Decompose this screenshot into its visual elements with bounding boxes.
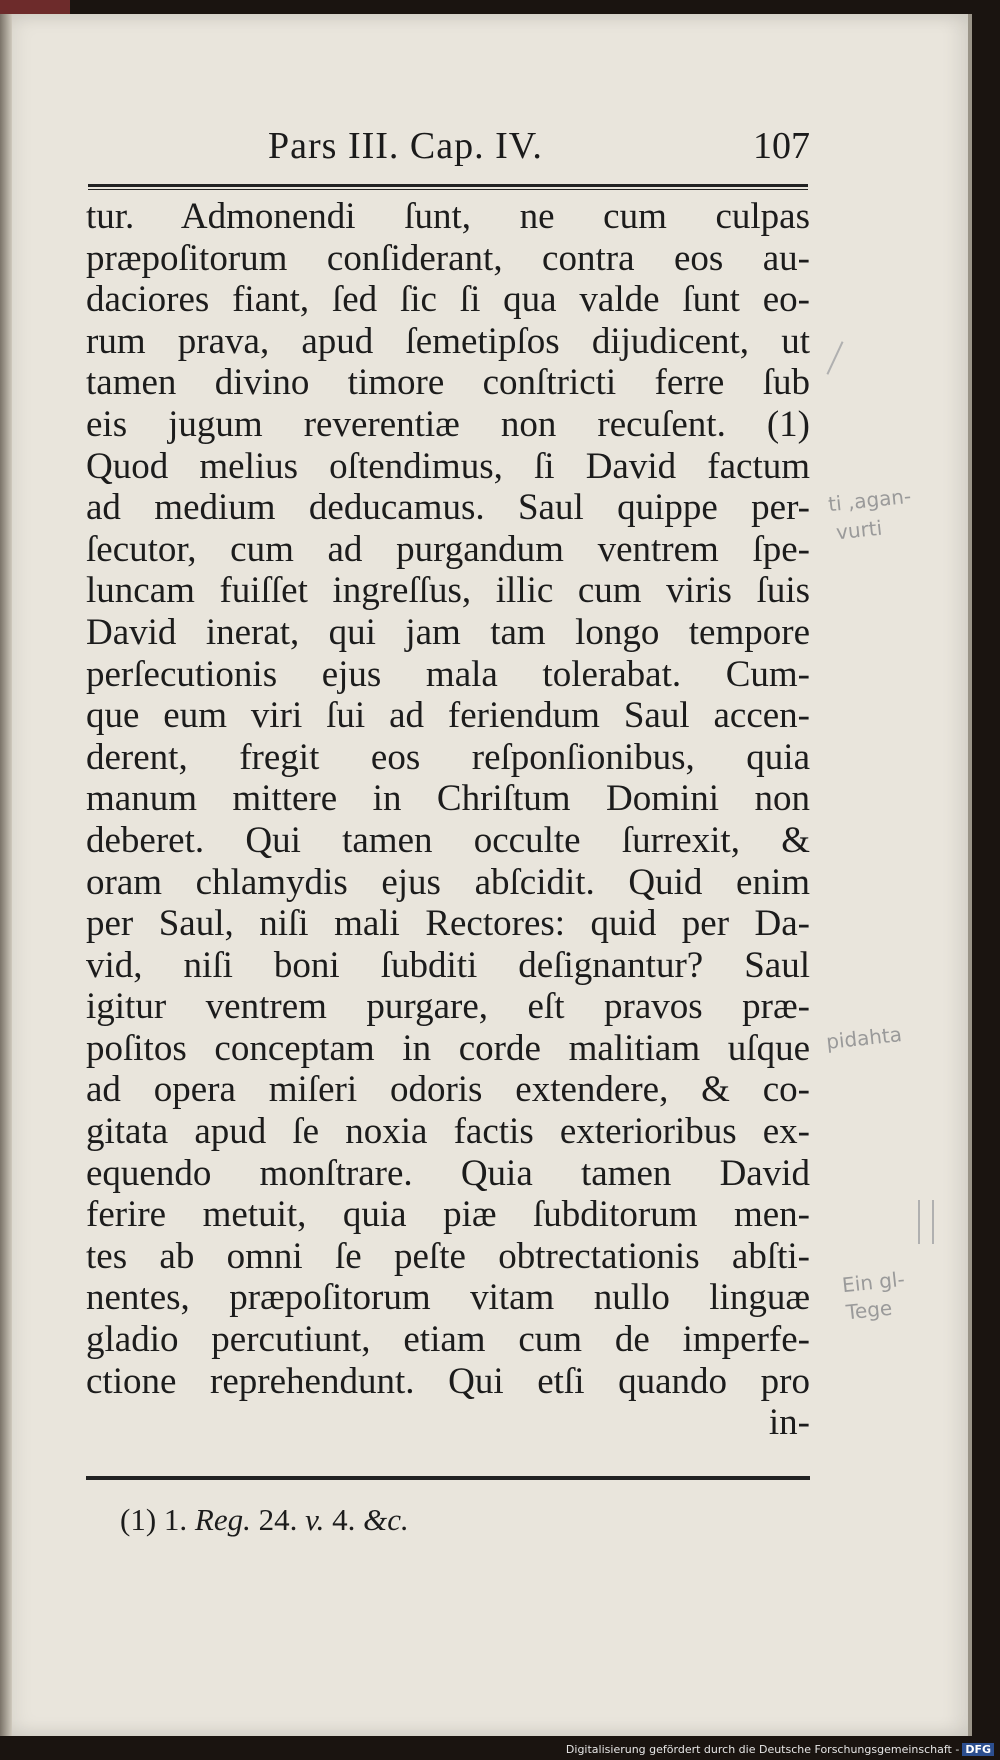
text-line: tur. Admonendi ſunt, ne cum culpas <box>86 196 810 237</box>
footnote-ref: v. <box>305 1502 325 1537</box>
pencil-mark <box>918 1200 920 1244</box>
text-line: Quod melius oſtendimus, ſi David factum <box>86 445 810 487</box>
footnote-text: 4. <box>332 1502 356 1537</box>
text-line: David inerat, qui jam tam longo tempore <box>86 611 810 653</box>
running-title: Pars III. Cap. IV. <box>268 125 543 167</box>
text-line: ad opera miſeri odoris extendere, & co- <box>86 1069 810 1111</box>
page-number: 107 <box>753 125 810 167</box>
body-text <box>86 196 810 1444</box>
text-line: per Saul, niſi mali Rectores: quid per Da- <box>86 903 810 945</box>
text-line: eis jugum reverentiæ non recuſent. (1) <box>86 403 810 445</box>
text-line: equendo monſtrare. Quia tamen David <box>86 1152 810 1194</box>
text-line: ctione reprehendunt. Qui etſi quando pro <box>86 1360 810 1402</box>
page-gutter <box>0 14 12 1736</box>
text-line: vid, niſi boni ſubditi deſignantur? Saul <box>86 944 810 986</box>
text-line: nentes, præpoſitorum vitam nullo linguæ <box>86 1277 810 1319</box>
digitization-credit <box>566 1743 994 1756</box>
footnote <box>120 1502 409 1538</box>
text-line: deberet. Qui tamen occulte ſurrexit, & <box>86 819 810 861</box>
handwritten-note: Tege <box>844 1295 894 1325</box>
running-header <box>84 124 810 176</box>
text-line: derent, fregit eos reſponſionibus, quia <box>86 736 810 778</box>
dfg-logo: DFG <box>962 1743 994 1756</box>
text-line: perſecutionis ejus mala tolerabat. Cum- <box>86 653 810 695</box>
pencil-mark <box>932 1200 934 1244</box>
text-line: gitata apud ſe noxia factis exterioribus ex- <box>86 1111 810 1153</box>
text-line: oram chlamydis ejus abſcidit. Quid enim <box>86 861 810 903</box>
text-line: rum prava, apud ſemetipſos dijudicent, ut <box>86 320 810 362</box>
footnote-ref: &c. <box>363 1502 409 1537</box>
footnote-ref: Reg. <box>194 1502 251 1537</box>
text-line: gladio percutiunt, etiam cum de imperfe- <box>86 1319 810 1361</box>
text-line: poſitos conceptam in corde malitiam uſque <box>86 1027 810 1069</box>
text-line: tes ab omni ſe peſte obtrectationis abſti- <box>86 1235 810 1277</box>
text-line: in- <box>768 1402 810 1444</box>
handwritten-note: Ein gl- <box>840 1266 906 1298</box>
text-line: ſecutor, cum ad purgandum ventrem ſpe- <box>86 528 810 570</box>
credit-text: Digitalisierung gefördert durch die Deutsche Forschungsgemeinschaft - <box>565 1743 960 1756</box>
text-line: præpoſitorum conſiderant, contra eos au- <box>86 237 810 279</box>
text-line: ferire metuit, quia piæ ſubditorum men- <box>86 1194 810 1236</box>
handwritten-note: pidahta <box>824 1022 904 1054</box>
text-line: luncam fuiſſet ingreſſus, illic cum viris ſuis <box>86 570 810 612</box>
handwritten-note: vurti <box>834 515 884 545</box>
header-rule <box>88 184 808 187</box>
text-line: daciores fiant, ſed ſic ſi qua valde ſunt eo- <box>86 279 810 321</box>
text-line: que eum viri ſui ad feriendum Saul accen- <box>86 695 810 737</box>
handwritten-note: ti ,agan- <box>826 483 913 517</box>
text-line: manum mittere in Chriſtum Domini non <box>86 778 810 820</box>
footnote-text: 1. <box>163 1502 188 1537</box>
header-rule-thin <box>88 189 808 190</box>
text-line: tamen divino timore conſtricti ferre ſub <box>86 362 810 404</box>
footnote-text: 24. <box>258 1502 298 1537</box>
footnote-rule <box>86 1476 810 1480</box>
text-line: ad medium deducamus. Saul quippe per- <box>86 487 810 529</box>
footnote-marker: (1) <box>120 1502 157 1537</box>
text-line: igitur ventrem purgare, eſt pravos præ- <box>86 986 810 1028</box>
